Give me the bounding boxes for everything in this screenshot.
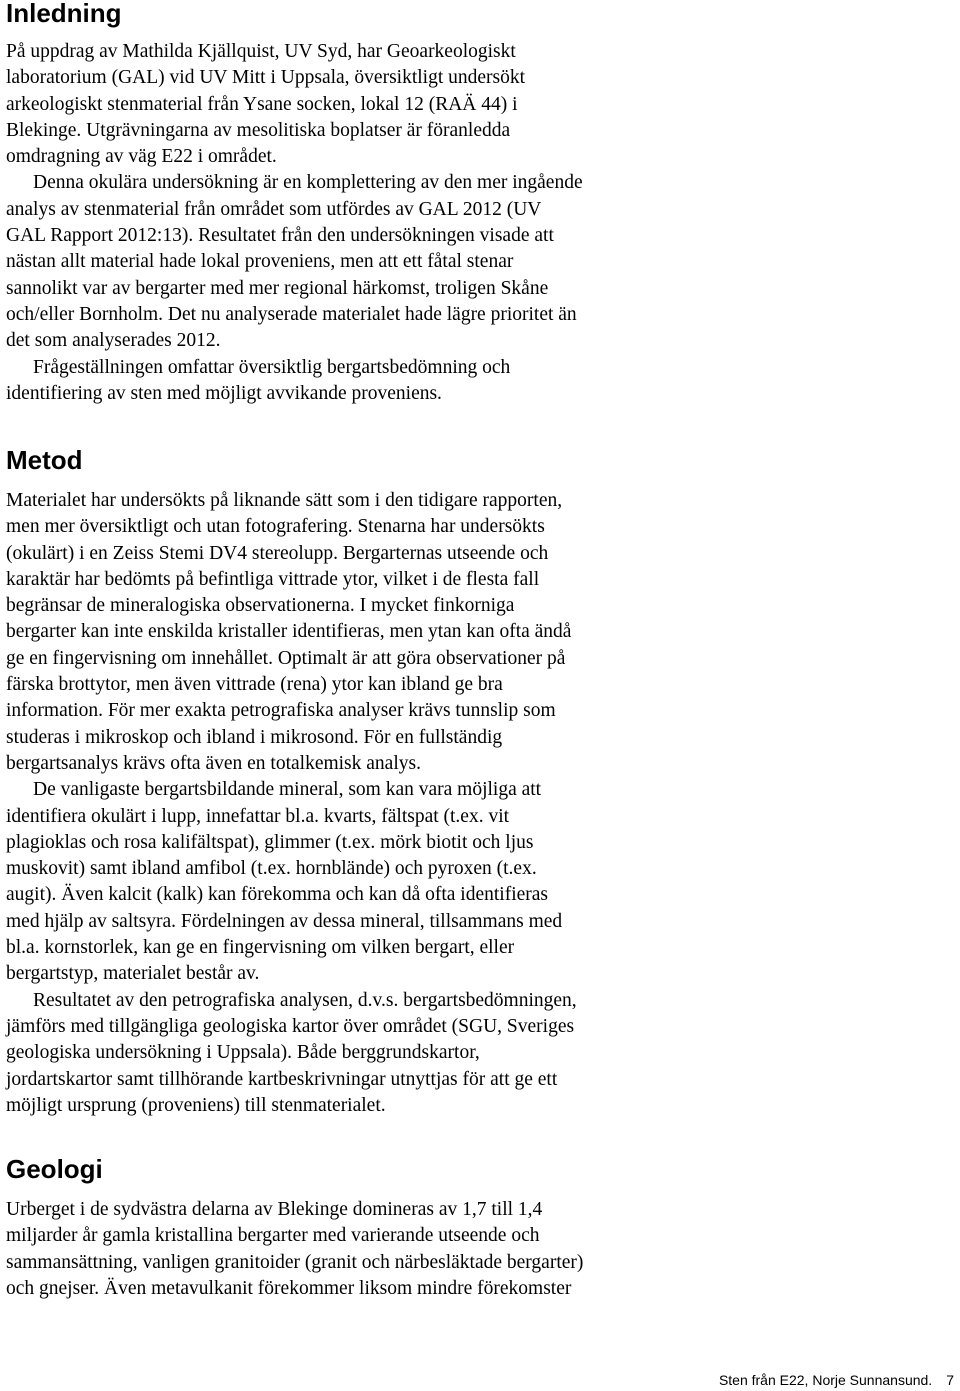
paragraph [6,488,577,777]
text-line: omdragning av väg E22 i området. [6,146,277,168]
text-line: men mer översiktligt och utan fotografering. Stenarna har undersökts [6,516,545,538]
text-line: det som analyserades 2012. [6,330,221,352]
text-line: färska brottytor, men även vittrade (rena) ytor kan ibland ge bra [6,674,503,696]
text-line: miljarder år gamla kristallina bergarter med varierande utseende och [6,1225,540,1247]
text-line: plagioklas och rosa kalifältspat), glimmer (t.ex. mörk biotit och ljus [6,831,534,853]
section-geologi-body [6,1197,583,1302]
text-line: sammansättning, vanligen granitoider (granit och närbesläktade bergarter) [6,1251,584,1273]
text-line: med hjälp av saltsyra. Fördelningen av dessa mineral, tillsammans med [6,910,563,932]
text-line: bergartstyp, materialet består av. [6,963,260,985]
text-line: De vanligaste bergartsbildande mineral, som kan vara möjliga att [33,779,542,801]
paragraph [6,777,577,987]
heading-geologi: Geologi [6,1154,103,1184]
text-line: bergarter kan inte enskilda kristaller identifieras, men ytan kan ofta ändå [6,621,572,643]
heading-inledning: Inledning [6,0,122,28]
paragraph [6,988,577,1119]
text-line: sannolikt var av bergarter med mer regional härkomst, troligen Skåne [6,277,549,299]
paragraph [6,1197,583,1302]
paragraph [6,355,583,408]
footer-title: Sten från E22, Norje Sunnansund. [718,1372,933,1388]
text-line: begränsar de mineralogiska observationerna. I mycket finkorniga [6,595,515,617]
text-line: studeras i mikroskop och ibland i mikrosond. För en fullständig [6,726,503,748]
text-line: analys av stenmaterial från området som utfördes av GAL 2012 (UV [6,198,542,220]
text-line: På uppdrag av Mathilda Kjällquist, UV Syd, har Geoarkeologiskt [6,41,516,62]
text-line: karaktär har bedömts på befintliga vittrade ytor, vilket i de flesta fall [6,568,540,590]
text-line: geologiska undersökning i Uppsala). Både berggrundskartor, [6,1042,480,1064]
text-line: identifiering av sten med möjligt avvikande proveniens. [6,382,442,404]
text-line: ge en fingervisning om innehållet. Optimalt är att göra observationer på [6,647,566,669]
page-number: 7 [946,1372,954,1388]
text-line: bergartsanalys krävs ofta även en totalkemisk analys. [6,752,421,774]
text-line: nästan allt material hade lokal proveniens, men att ett fåtal stenar [6,251,514,273]
section-inledning-body [6,39,583,407]
text-line: arkeologiskt stenmaterial från Ysane socken, lokal 12 (RAÄ 44) i [6,93,518,115]
page-footer [719,1372,954,1388]
text-line: bl.a. kornstorlek, kan ge en fingervisning om vilken bergart, eller [6,937,515,959]
text-line: Materialet har undersökts på liknande sätt som i den tidigare rapporten, [6,490,563,511]
text-line: GAL Rapport 2012:13). Resultatet från den undersökningen visade att [6,225,554,247]
heading-metod: Metod [6,445,83,475]
text-line: jordartskartor samt tillhörande kartbeskrivningar utnyttjas för att ge ett [6,1068,558,1090]
paragraph [6,39,583,170]
section-metod-body [6,488,577,1119]
text-line: Denna okulära undersökning är en komplettering av den mer ingående [33,172,583,194]
text-line: Resultatet av den petrografiska analysen, d.v.s. bergartsbedömningen, [33,989,577,1011]
text-line: identifiera okulärt i lupp, innefattar bl.a. kvarts, fältspat (t.ex. vit [6,805,510,827]
text-line: möjligt ursprung (proveniens) till stenmaterialet. [6,1094,386,1116]
text-line: och/eller Bornholm. Det nu analyserade materialet hade lägre prioritet än [6,303,577,325]
text-line: Frågeställningen omfattar översiktlig bergartsbedömning och [33,356,511,378]
text-line: augit). Även kalcit (kalk) kan förekomma och kan då ofta identifieras [6,884,549,906]
text-line: laboratorium (GAL) vid UV Mitt i Uppsala, översiktligt undersökt [6,67,526,89]
paragraph [6,170,583,354]
text-line: jämförs med tillgängliga geologiska kartor över området (SGU, Sveriges [6,1015,575,1037]
text-line: (okulärt) i en Zeiss Stemi DV4 stereolupp. Bergarternas utseende och [6,542,549,564]
text-line: och gnejser. Även metavulkanit förekommer liksom mindre förekomster [6,1277,572,1299]
text-line: Blekinge. Utgrävningarna av mesolitiska boplatser är föranledda [6,119,511,141]
text-line: muskovit) samt ibland amfibol (t.ex. hornblände) och pyroxen (t.ex. [6,858,537,880]
text-line: information. För mer exakta petrografiska analyser krävs tunnslip som [6,700,556,722]
text-line: Urberget i de sydvästra delarna av Blekinge domineras av 1,7 till 1,4 [6,1199,543,1220]
